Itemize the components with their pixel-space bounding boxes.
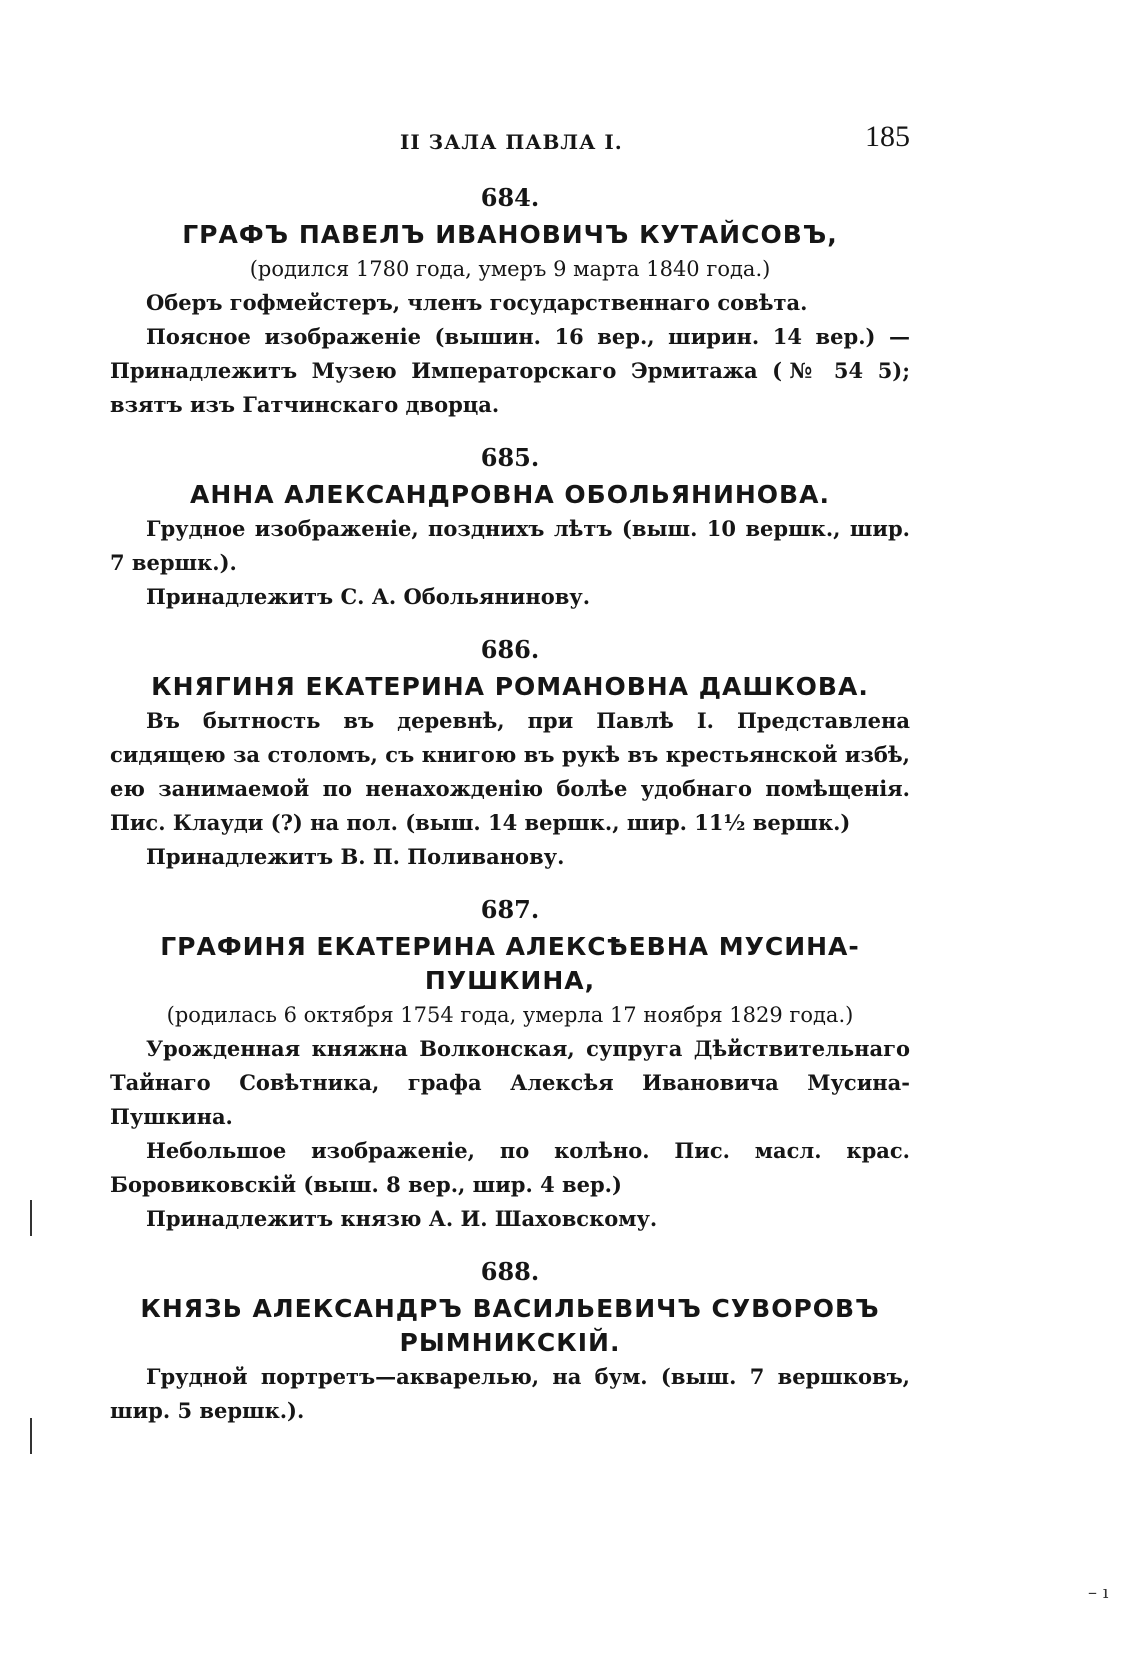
entry-title: АННА АЛЕКСАНДРОВНА ОБОЛЬЯНИНОВА. [190, 480, 830, 509]
scan-edge-mark [30, 1200, 32, 1236]
entry-dates: (родилась 6 октября 1754 года, умерла 17 ноября 1829 года.) [166, 1003, 854, 1027]
catalog-entry-684 [110, 178, 910, 422]
page-header [400, 120, 910, 160]
entry-owner: Принадлежитъ князю А. И. Шаховскому. [146, 1206, 658, 1231]
entry-title: КНЯГИНЯ ЕКАТЕРИНА РОМАНОВНА ДАШКОВА. [151, 672, 869, 701]
entry-title: ГРАФЪ ПАВЕЛЪ ИВАНОВИЧЪ КУТАЙСОВЪ, [182, 220, 838, 249]
entry-title: ГРАФИНЯ ЕКАТЕРИНА АЛЕКСѢЕВНА МУСИНА-ПУШКИНА, [160, 932, 860, 995]
catalog-text [110, 178, 910, 1444]
entry-description: Оберъ гофмейстеръ, членъ государственнаго совѣта. [146, 290, 808, 315]
scan-edge-mark [30, 1418, 32, 1454]
entry-description: Урожденная княжна Волконская, супруга Дѣйствительнаго Тайнаго Совѣтника, графа Алексѣя Ивановича Мусина-Пушкина. [110, 1036, 910, 1129]
entry-number: 684. [480, 183, 540, 212]
running-head: II ЗАЛА ПАВЛА I. [400, 130, 623, 154]
entry-description: Въ бытность въ деревнѣ, при Павлѣ I. Представлена сидящею за столомъ, съ книгою въ рукѣ въ крестьянской избѣ, ею занимаемой по ненахожденію болѣе удобнаго помѣщенія. Пис. Клауди (?) на пол. (выш. 14 вершк., шир. 11½ вершк.) [110, 708, 910, 835]
catalog-entry-686 [110, 630, 910, 874]
entry-description: Небольшое изображеніе, по колѣно. Пис. масл. крас. Боровиковскій (выш. 8 вер., шир. 4 вер.) [110, 1138, 910, 1197]
entry-title: КНЯЗЬ АЛЕКСАНДРЪ ВАСИЛЬЕВИЧЪ СУВОРОВЪ РЫМНИКСКІЙ. [140, 1294, 880, 1357]
entry-number: 685. [480, 443, 540, 472]
entry-owner: Принадлежитъ С. А. Обольянинову. [146, 584, 591, 609]
entry-owner: Принадлежитъ В. П. Поливанову. [146, 844, 565, 869]
page-number: 185 [865, 120, 910, 153]
entry-number: 687. [480, 895, 540, 924]
catalog-entry-685 [110, 438, 910, 614]
catalog-entry-688 [110, 1252, 910, 1428]
entry-number: 686. [480, 635, 540, 664]
scan-corner-mark: – ı [1088, 1582, 1109, 1603]
entry-description: Поясное изображеніе (вышин. 16 вер., ширин. 14 вер.) — Принадлежитъ Музею Императорскаго Эрмитажа (№ 54 5); взятъ изъ Гатчинскаго дворца. [110, 324, 910, 417]
entry-number: 688. [480, 1257, 540, 1286]
entry-description: Грудное изображеніе, позднихъ лѣтъ (выш. 10 вершк., шир. 7 вершк.). [110, 516, 910, 575]
catalog-entry-687 [110, 890, 910, 1236]
entry-dates: (родился 1780 года, умеръ 9 марта 1840 года.) [249, 257, 771, 281]
entry-description: Грудной портретъ—акварелью, на бум. (выш. 7 вершковъ, шир. 5 вершк.). [110, 1364, 910, 1423]
